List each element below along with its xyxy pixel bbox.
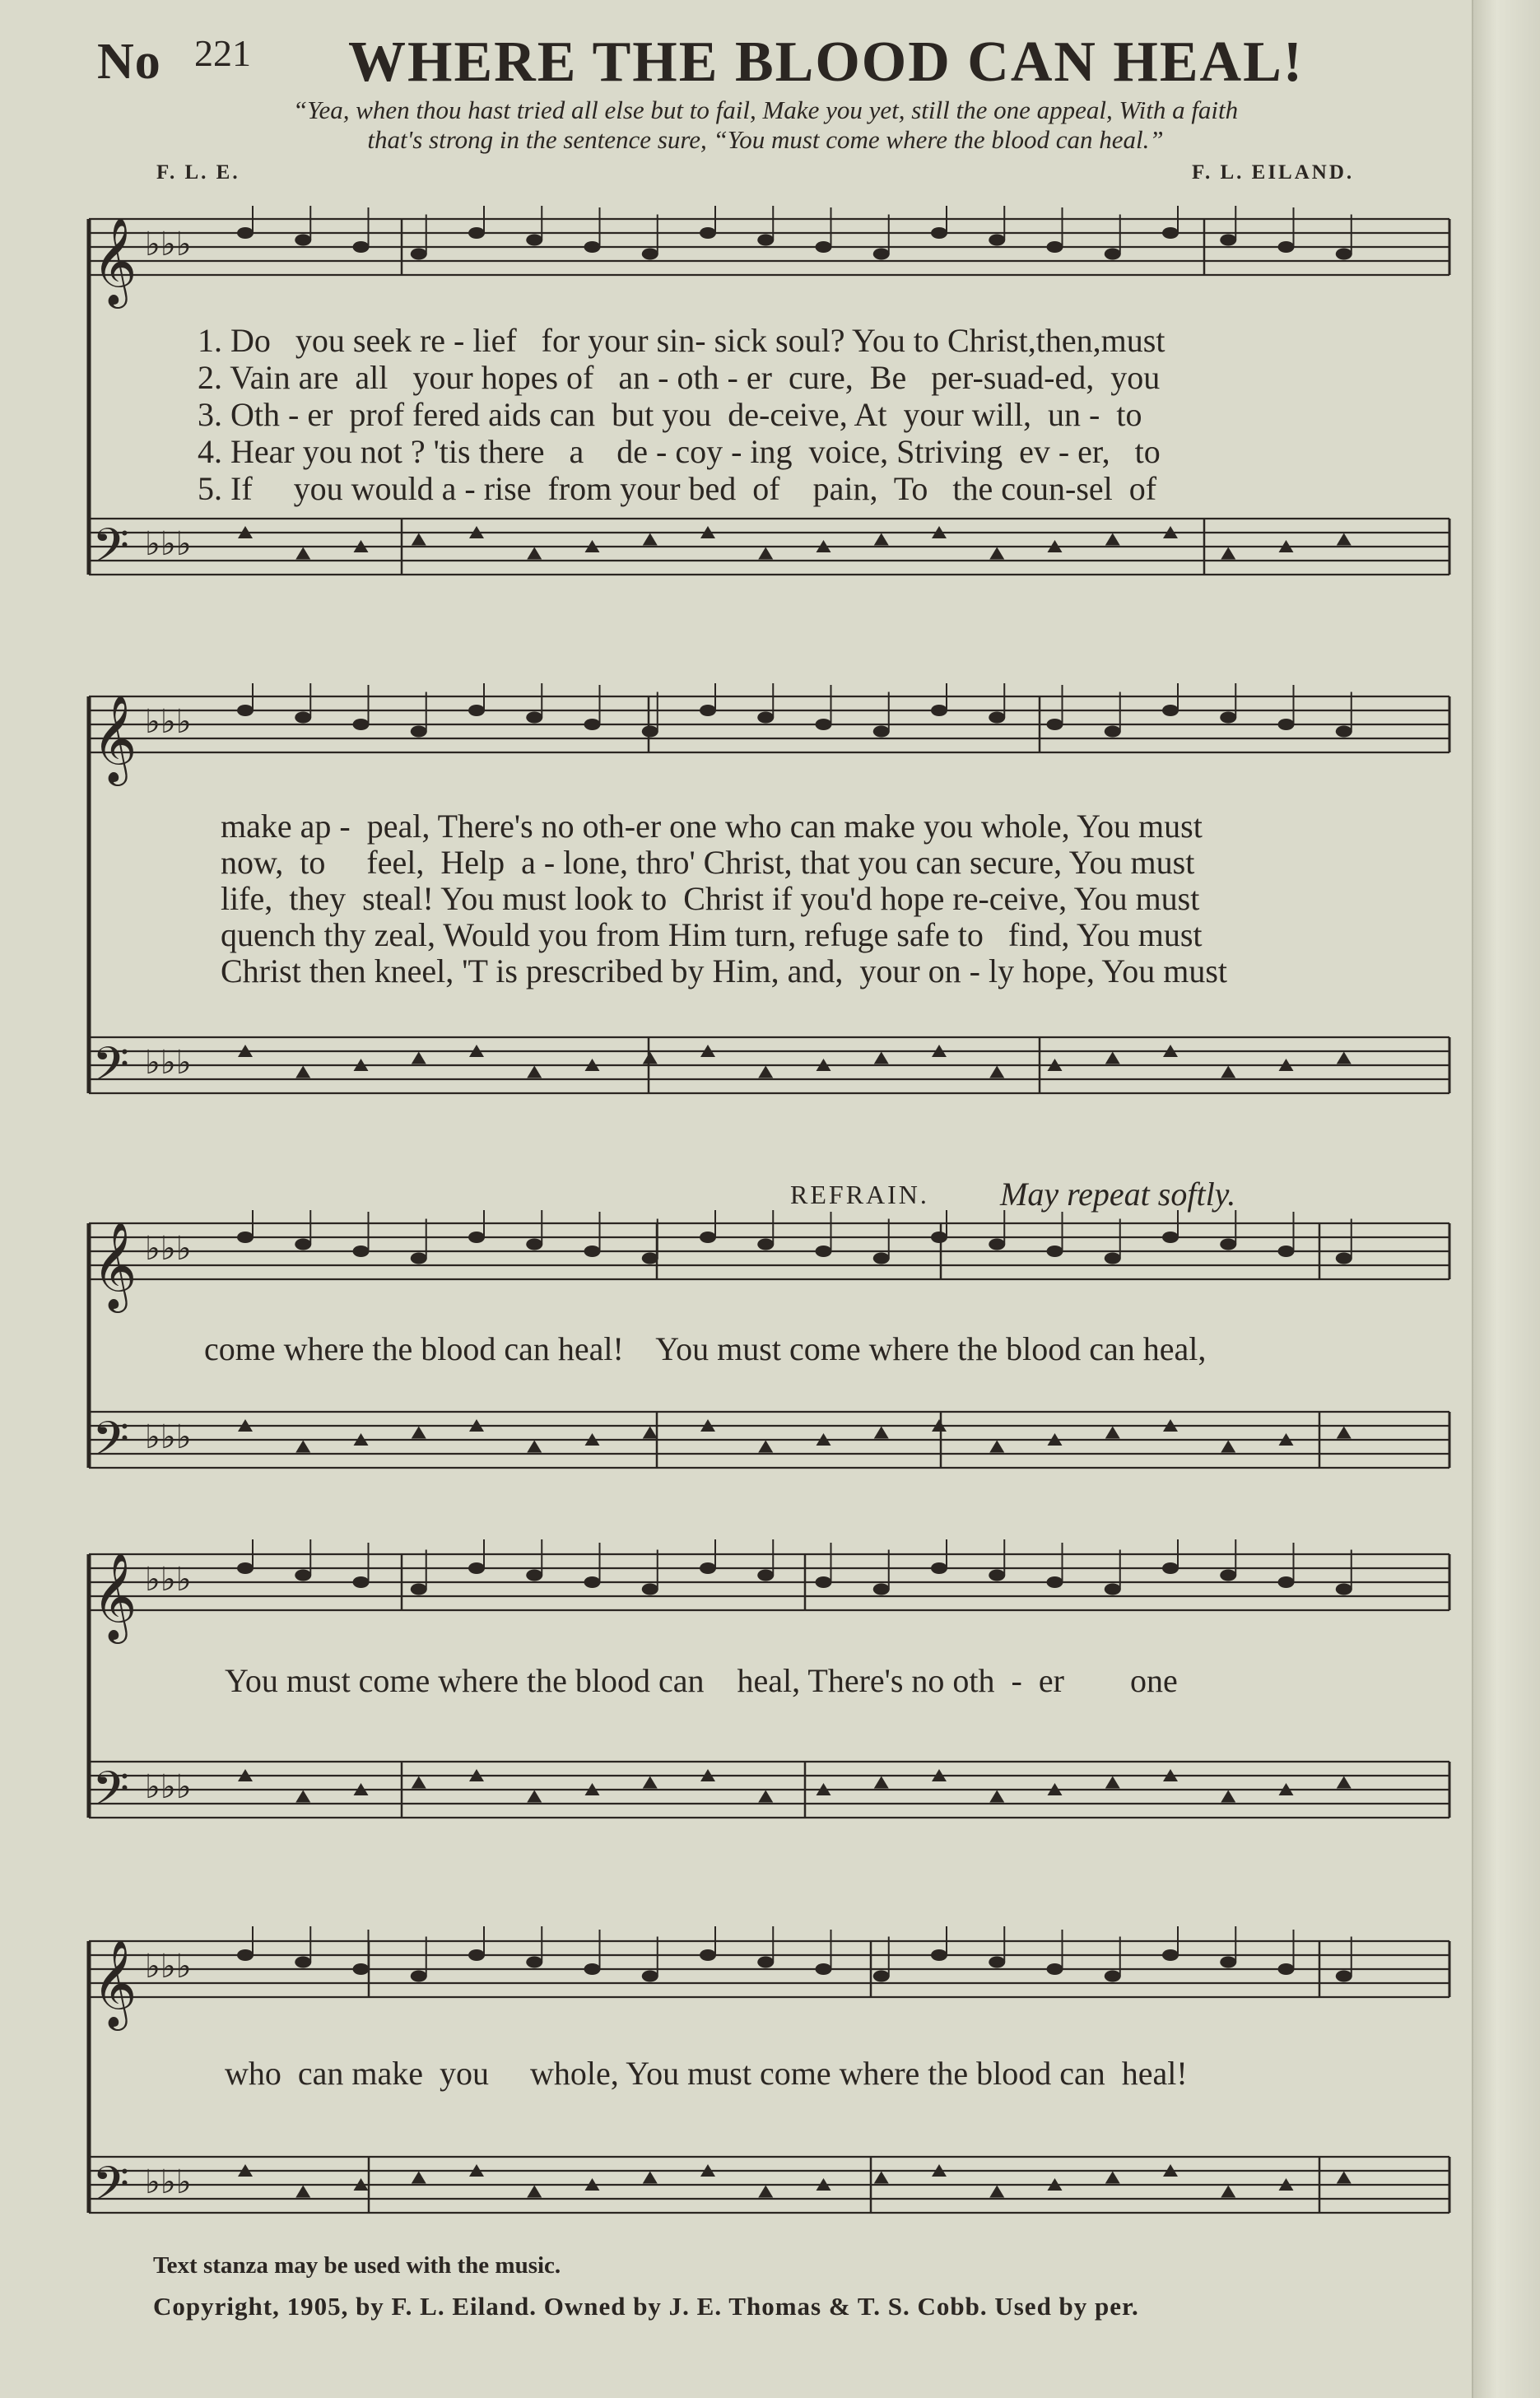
note-head xyxy=(700,1562,716,1574)
treble-clef-icon: 𝄞 xyxy=(92,1552,137,1640)
grand-staff-4 xyxy=(81,1539,1451,1869)
footer-note: Text stanza may be used with the music. xyxy=(153,2252,561,2279)
music-credit: F. L. EILAND. xyxy=(1192,161,1355,184)
shape-note-head xyxy=(1221,1790,1235,1803)
bass-clef-icon: 𝄢 xyxy=(92,1411,130,1478)
verse-line-4: 4. Hear you not ? 'tis there a de - coy - ing voice, Striving ev - er, to xyxy=(198,433,1161,470)
note-head xyxy=(989,1570,1005,1581)
epigraph-line-2: that's strong in the sentence sure, “You must come where the blood can heal.” xyxy=(367,125,1164,154)
note-head xyxy=(700,1949,716,1961)
note-head xyxy=(1047,1246,1063,1257)
shape-note-head xyxy=(412,1776,426,1789)
bass-clef-icon: 𝄢 xyxy=(92,518,130,585)
note-head xyxy=(1162,705,1179,716)
shape-note-head xyxy=(295,1790,310,1803)
note-head xyxy=(873,1253,890,1264)
shape-note-head xyxy=(527,1066,542,1078)
note-head xyxy=(757,712,774,724)
verse-line-10: Christ then kneel, 'T is prescribed by Him, and, your on - ly hope, You must xyxy=(221,952,1228,989)
note-head xyxy=(757,235,774,246)
key-signature-icon: ♭♭♭ xyxy=(145,1768,192,1806)
note-head xyxy=(989,1957,1005,1968)
note-head xyxy=(1047,1963,1063,1975)
note-head xyxy=(411,1971,427,1982)
note-head xyxy=(1336,726,1352,738)
shape-note-head xyxy=(643,533,658,546)
shape-note-head xyxy=(527,2186,542,2198)
note-head xyxy=(1162,1232,1179,1243)
note-head xyxy=(757,1239,774,1250)
note-head xyxy=(237,227,254,239)
note-head xyxy=(757,1570,774,1581)
words-credit: F. L. E. xyxy=(156,161,240,184)
music-system-2 xyxy=(81,683,1451,1161)
shape-note-head xyxy=(1221,547,1235,560)
note-head xyxy=(642,1584,658,1595)
note-head xyxy=(468,705,485,716)
treble-clef-icon: 𝄞 xyxy=(92,217,137,305)
shape-note-head xyxy=(989,1066,1004,1078)
shape-note-head xyxy=(1105,1427,1120,1439)
music-system-5 xyxy=(81,1926,1451,2256)
shape-note-head xyxy=(758,547,773,560)
note-head xyxy=(1336,1584,1352,1595)
note-head xyxy=(1105,249,1121,260)
refrain-line-3: who can make you whole, You must come where the blood can heal! xyxy=(225,2055,1188,2092)
treble-clef-icon: 𝄞 xyxy=(92,694,137,782)
shape-note-head xyxy=(412,533,426,546)
shape-note-head xyxy=(1337,2172,1352,2184)
note-head xyxy=(584,1246,601,1257)
note-head xyxy=(1162,227,1179,239)
note-head xyxy=(1278,1963,1295,1975)
note-head xyxy=(816,241,832,253)
shape-note-head xyxy=(412,1052,426,1064)
shape-note-head xyxy=(1105,1052,1120,1064)
key-signature-icon: ♭♭♭ xyxy=(145,226,192,263)
shape-note-head xyxy=(1337,533,1352,546)
note-head xyxy=(1105,1971,1121,1982)
note-head xyxy=(816,1963,832,1975)
treble-clef-icon: 𝄞 xyxy=(92,1939,137,2027)
note-head xyxy=(411,1253,427,1264)
music-system-1 xyxy=(81,206,1451,634)
shape-note-head xyxy=(989,1441,1004,1453)
note-head xyxy=(1336,1971,1352,1982)
shape-note-head xyxy=(412,1427,426,1439)
key-signature-icon: ♭♭♭ xyxy=(145,1418,192,1456)
shape-note-head xyxy=(874,1052,889,1064)
note-head xyxy=(1047,241,1063,253)
note-head xyxy=(295,712,311,724)
verse-line-8: life, they steal! You must look to Christ if you'd hope re-ceive, You must xyxy=(221,880,1200,917)
shape-note-head xyxy=(1221,2186,1235,2198)
shape-note-head xyxy=(989,1790,1004,1803)
note-head xyxy=(526,1239,542,1250)
note-head xyxy=(700,227,716,239)
shape-note-head xyxy=(874,1427,889,1439)
verse-line-6: make ap - peal, There's no oth-er one who can make you whole, You must xyxy=(221,808,1203,845)
note-head xyxy=(1220,1957,1236,1968)
note-head xyxy=(295,1239,311,1250)
shape-note-head xyxy=(874,1776,889,1789)
note-head xyxy=(1336,249,1352,260)
bass-clef-icon: 𝄢 xyxy=(92,1036,130,1104)
note-head xyxy=(1278,1576,1295,1588)
refrain-label: REFRAIN. xyxy=(790,1180,929,1209)
verse-line-5: 5. If you would a - rise from your bed of pain, To the coun-sel of xyxy=(198,470,1157,507)
note-head xyxy=(931,1232,947,1243)
note-head xyxy=(931,1949,947,1961)
note-head xyxy=(237,705,254,716)
note-head xyxy=(411,726,427,738)
note-head xyxy=(584,719,601,730)
note-head xyxy=(1278,719,1295,730)
note-head xyxy=(1220,712,1236,724)
shape-note-head xyxy=(643,1776,658,1789)
shape-note-head xyxy=(758,1441,773,1453)
note-head xyxy=(468,1949,485,1961)
note-head xyxy=(989,1239,1005,1250)
note-head xyxy=(873,1971,890,1982)
refrain-line-2: You must come where the blood can heal, There's no oth - er one xyxy=(225,1662,1178,1699)
note-head xyxy=(1105,726,1121,738)
note-head xyxy=(642,249,658,260)
shape-note-head xyxy=(1221,1441,1235,1453)
note-head xyxy=(411,1584,427,1595)
shape-note-head xyxy=(1105,2172,1120,2184)
shape-note-head xyxy=(643,2172,658,2184)
verse-line-1: 1. Do you seek re - lief for your sin- sick soul? You to Christ,then,must xyxy=(198,322,1165,359)
hymn-number-label: No xyxy=(97,34,161,90)
note-head xyxy=(411,249,427,260)
note-head xyxy=(873,1584,890,1595)
shape-note-head xyxy=(643,1427,658,1439)
shape-note-head xyxy=(1105,1776,1120,1789)
note-head xyxy=(700,1232,716,1243)
shape-note-head xyxy=(527,1441,542,1453)
note-head xyxy=(295,1570,311,1581)
refrain-direction: May repeat softly. xyxy=(1000,1176,1236,1213)
note-head xyxy=(353,1963,370,1975)
shape-note-head xyxy=(527,547,542,560)
shape-note-head xyxy=(295,1441,310,1453)
note-head xyxy=(526,1570,542,1581)
key-signature-icon: ♭♭♭ xyxy=(145,1948,192,1986)
note-head xyxy=(468,1232,485,1243)
note-head xyxy=(353,719,370,730)
note-head xyxy=(989,712,1005,724)
footer-copyright: Copyright, 1905, by F. L. Eiland. Owned by J. E. Thomas & T. S. Cobb. Used by per. xyxy=(153,2292,1139,2321)
shape-note-head xyxy=(295,547,310,560)
verse-line-3: 3. Oth - er prof fered aids can but you de-ceive, At your will, un - to xyxy=(198,396,1142,433)
verse-line-9: quench thy zeal, Would you from Him turn, refuge safe to find, You must xyxy=(221,916,1203,953)
note-head xyxy=(816,1576,832,1588)
shape-note-head xyxy=(1337,1776,1352,1789)
note-head xyxy=(931,1562,947,1574)
refrain-line-1: come where the blood can heal! You must come where the blood can heal, xyxy=(204,1330,1207,1367)
epigraph-line-1: “Yea, when thou hast tried all else but to fail, Make you yet, still the one appeal, With a faith xyxy=(292,95,1239,124)
note-head xyxy=(295,235,311,246)
note-head xyxy=(1105,1253,1121,1264)
shape-note-head xyxy=(643,1052,658,1064)
shape-note-head xyxy=(1337,1427,1352,1439)
verse-line-2: 2. Vain are all your hopes of an - oth - er cure, Be per-suad-ed, you xyxy=(198,359,1161,396)
note-head xyxy=(468,1562,485,1574)
title-row xyxy=(97,25,1431,99)
key-signature-icon: ♭♭♭ xyxy=(145,525,192,563)
treble-clef-icon: 𝄞 xyxy=(92,1221,137,1309)
note-head xyxy=(1220,1239,1236,1250)
note-head xyxy=(526,712,542,724)
shape-note-head xyxy=(874,2172,889,2184)
bass-clef-icon: 𝄢 xyxy=(92,1761,130,1828)
key-signature-icon: ♭♭♭ xyxy=(145,1044,192,1082)
note-head xyxy=(584,1576,601,1588)
hymn-number: 221 xyxy=(194,32,251,74)
shape-note-head xyxy=(758,1066,773,1078)
note-head xyxy=(526,235,542,246)
shape-note-head xyxy=(1221,1066,1235,1078)
shape-note-head xyxy=(412,2172,426,2184)
key-signature-icon: ♭♭♭ xyxy=(145,703,192,741)
note-head xyxy=(642,1971,658,1982)
note-head xyxy=(642,726,658,738)
note-head xyxy=(816,1246,832,1257)
note-head xyxy=(468,227,485,239)
key-signature-icon: ♭♭♭ xyxy=(145,1561,192,1599)
note-head xyxy=(237,1949,254,1961)
note-head xyxy=(353,1246,370,1257)
note-head xyxy=(1278,1246,1295,1257)
music-system-4 xyxy=(81,1539,1451,1869)
shape-note-head xyxy=(989,547,1004,560)
note-head xyxy=(353,241,370,253)
shape-note-head xyxy=(1105,533,1120,546)
shape-note-head xyxy=(874,533,889,546)
note-head xyxy=(642,1253,658,1264)
note-head xyxy=(1162,1562,1179,1574)
note-head xyxy=(295,1957,311,1968)
shape-note-head xyxy=(758,2186,773,2198)
note-head xyxy=(1278,241,1295,253)
note-head xyxy=(1336,1253,1352,1264)
note-head xyxy=(816,719,832,730)
note-head xyxy=(873,249,890,260)
note-head xyxy=(1162,1949,1179,1961)
note-head xyxy=(989,235,1005,246)
key-signature-icon: ♭♭♭ xyxy=(145,2163,192,2201)
note-head xyxy=(931,227,947,239)
note-head xyxy=(1047,719,1063,730)
note-head xyxy=(757,1957,774,1968)
shape-note-head xyxy=(295,2186,310,2198)
note-head xyxy=(1220,235,1236,246)
key-signature-icon: ♭♭♭ xyxy=(145,1230,192,1268)
shape-note-head xyxy=(527,1790,542,1803)
shape-note-head xyxy=(758,1790,773,1803)
note-head xyxy=(237,1232,254,1243)
music-system-3 xyxy=(81,1210,1451,1506)
bass-clef-icon: 𝄢 xyxy=(92,2156,130,2223)
verse-line-7: now, to feel, Help a - lone, thro' Christ, that you can secure, You must xyxy=(221,844,1195,881)
note-head xyxy=(1047,1576,1063,1588)
shape-note-head xyxy=(989,2186,1004,2198)
note-head xyxy=(931,705,947,716)
note-head xyxy=(700,705,716,716)
note-head xyxy=(873,726,890,738)
note-head xyxy=(1220,1570,1236,1581)
note-head xyxy=(237,1562,254,1574)
shape-note-head xyxy=(1337,1052,1352,1064)
note-head xyxy=(584,1963,601,1975)
note-head xyxy=(584,241,601,253)
shape-note-head xyxy=(295,1066,310,1078)
note-head xyxy=(353,1576,370,1588)
note-head xyxy=(526,1957,542,1968)
epigraph xyxy=(123,95,1407,155)
page-edge xyxy=(1472,0,1540,2398)
hymn-title: WHERE THE BLOOD CAN HEAL! xyxy=(348,30,1305,94)
note-head xyxy=(1105,1584,1121,1595)
